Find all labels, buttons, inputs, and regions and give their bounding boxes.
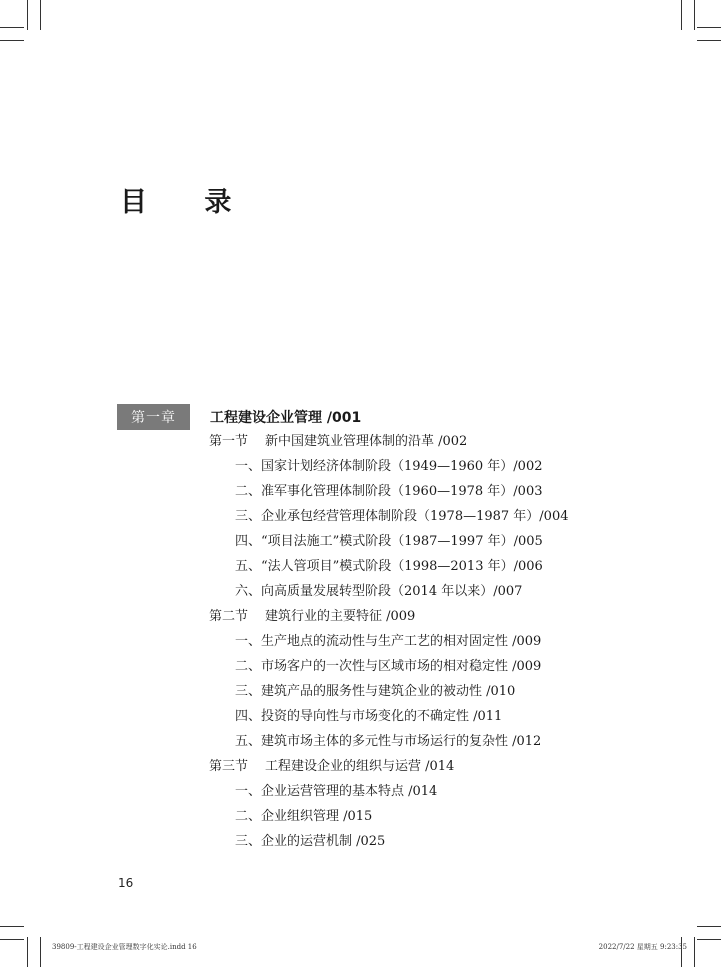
toc-section[interactable] (209, 608, 415, 626)
crop-mark (697, 939, 721, 940)
footer-filename: 39809-工程建设企业管理数字化实论.indd 16 (52, 943, 197, 951)
toc-item[interactable]: 一、生产地点的流动性与生产工艺的相对固定性 /009 (235, 634, 542, 649)
crop-mark (0, 27, 24, 28)
toc-item[interactable]: 三、建筑产品的服务性与建筑企业的被动性 /010 (235, 684, 516, 699)
crop-mark (681, 0, 682, 30)
crop-mark (697, 926, 721, 927)
footer-timestamp: 2022/7/22 星期五 9:23:35 (598, 943, 687, 951)
crop-mark (694, 0, 695, 30)
chapter-badge: 第一章 (117, 404, 190, 430)
toc-item[interactable]: 一、企业运营管理的基本特点 /014 (235, 784, 438, 799)
section-title: 建筑行业的主要特征 /009 (265, 609, 416, 624)
crop-mark (40, 0, 41, 30)
crop-mark (0, 40, 24, 41)
toc-item[interactable]: 二、市场客户的一次性与区域市场的相对稳定性 /009 (235, 659, 542, 674)
toc-item[interactable]: 一、国家计划经济体制阶段（1949—1960 年）/002 (235, 459, 543, 474)
section-number: 第一节 (209, 434, 249, 449)
toc-section[interactable] (209, 433, 467, 451)
crop-mark (0, 939, 24, 940)
page-number: 16 (118, 876, 134, 890)
toc-section[interactable] (209, 758, 454, 776)
toc-item[interactable]: 三、企业的运营机制 /025 (235, 834, 386, 849)
crop-mark (0, 926, 24, 927)
toc-item[interactable]: 二、企业组织管理 /015 (235, 809, 373, 824)
chapter-title[interactable]: 工程建设企业管理 /001 (210, 410, 362, 426)
section-title: 新中国建筑业管理体制的沿革 /002 (265, 434, 468, 449)
section-number: 第二节 (209, 609, 249, 624)
crop-mark (40, 937, 41, 967)
crop-mark (697, 40, 721, 41)
crop-mark (694, 937, 695, 967)
crop-mark (697, 27, 721, 28)
toc-item[interactable]: 四、投资的导向性与市场变化的不确定性 /011 (235, 709, 503, 724)
toc-item[interactable]: 三、企业承包经营管理体制阶段（1978—1987 年）/004 (235, 509, 569, 524)
toc-item[interactable]: 五、“法人管项目”模式阶段（1998—2013 年）/006 (235, 559, 543, 574)
crop-mark (27, 0, 28, 30)
section-title: 工程建设企业的组织与运营 /014 (265, 759, 455, 774)
toc-item[interactable]: 五、建筑市场主体的多元性与市场运行的复杂性 /012 (235, 734, 542, 749)
page-title: 目 录 (120, 187, 256, 218)
toc-item[interactable]: 四、“项目法施工”模式阶段（1987—1997 年）/005 (235, 534, 543, 549)
crop-mark (27, 937, 28, 967)
section-number: 第三节 (209, 759, 249, 774)
toc-item[interactable]: 二、准军事化管理体制阶段（1960—1978 年）/003 (235, 484, 543, 499)
toc-item[interactable]: 六、向高质量发展转型阶段（2014 年以来）/007 (235, 584, 523, 599)
